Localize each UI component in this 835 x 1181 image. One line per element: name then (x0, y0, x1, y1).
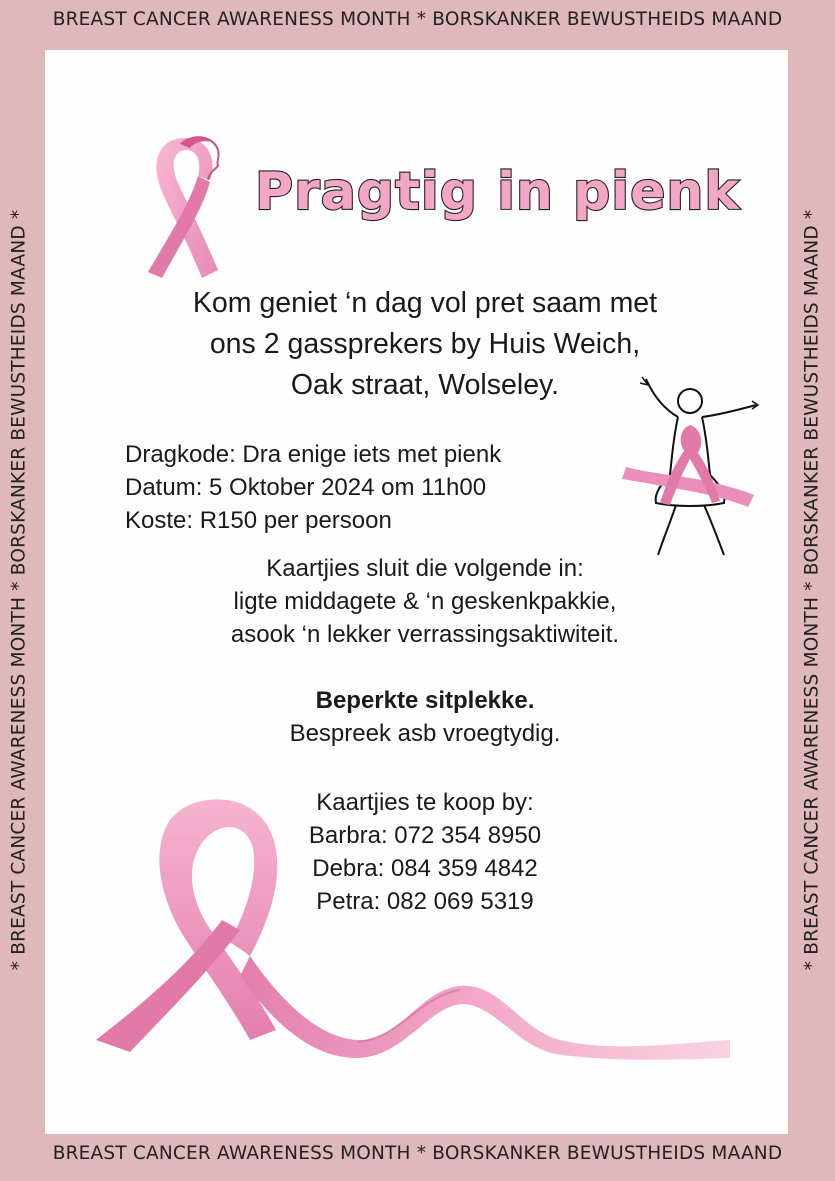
event-date: Datum: 5 Oktober 2024 om 11h00 (125, 474, 487, 501)
intro-line: Kom geniet ‘n dag vol pret saam met (192, 287, 658, 319)
includes-line: Kaartjies sluit die volgende in: (266, 555, 584, 582)
dancing-girl-ribbon-icon (620, 375, 760, 565)
border-banner-bottom: BREAST CANCER AWARENESS MONTH * BORSKANKER BEWUSTHEIDS MAAND (52, 1143, 783, 1164)
event-cost: Koste: R150 per persoon (125, 507, 392, 534)
event-details (125, 438, 501, 537)
booking-note: Bespreek asb vroegtydig. (289, 720, 561, 747)
contact-line: Barbra: 072 354 8950 (308, 822, 542, 849)
flyer-panel (45, 50, 788, 1134)
includes-line: ligte middagete & ‘n geskenkpakkie, (233, 588, 617, 615)
intro-line: Oak straat, Wolseley. (290, 369, 560, 401)
intro-line: ons 2 gassprekers by Huis Weich, (209, 328, 641, 360)
contact-line: Petra: 082 069 5319 (316, 888, 534, 915)
contact-line: Debra: 084 359 4842 (312, 855, 538, 882)
border-banner-top: BREAST CANCER AWARENESS MONTH * BORSKANKER BEWUSTHEIDS MAAND (52, 9, 783, 30)
tickets-heading: Kaartjies te koop by: (316, 789, 534, 816)
limited-heading: Beperkte sitplekke. (315, 687, 535, 714)
page-title: Pragtig in pienk (255, 162, 740, 222)
flowing-pink-ribbon-icon (90, 790, 730, 1060)
border-banner-right: * BREAST CANCER AWARENESS MONTH * BORSKANKER BEWUSTHEIDS MAAND * (801, 209, 823, 971)
ticket-includes (135, 552, 715, 651)
limited-seats (135, 684, 715, 750)
border-banner-left: * BREAST CANCER AWARENESS MONTH * BORSKANKER BEWUSTHEIDS MAAND * (8, 209, 30, 971)
dress-code: Dragkode: Dra enige iets met pienk (125, 441, 502, 468)
pink-ribbon-face-icon (140, 132, 230, 282)
includes-line: asook ‘n lekker verrassingsaktiwiteit. (230, 621, 620, 648)
